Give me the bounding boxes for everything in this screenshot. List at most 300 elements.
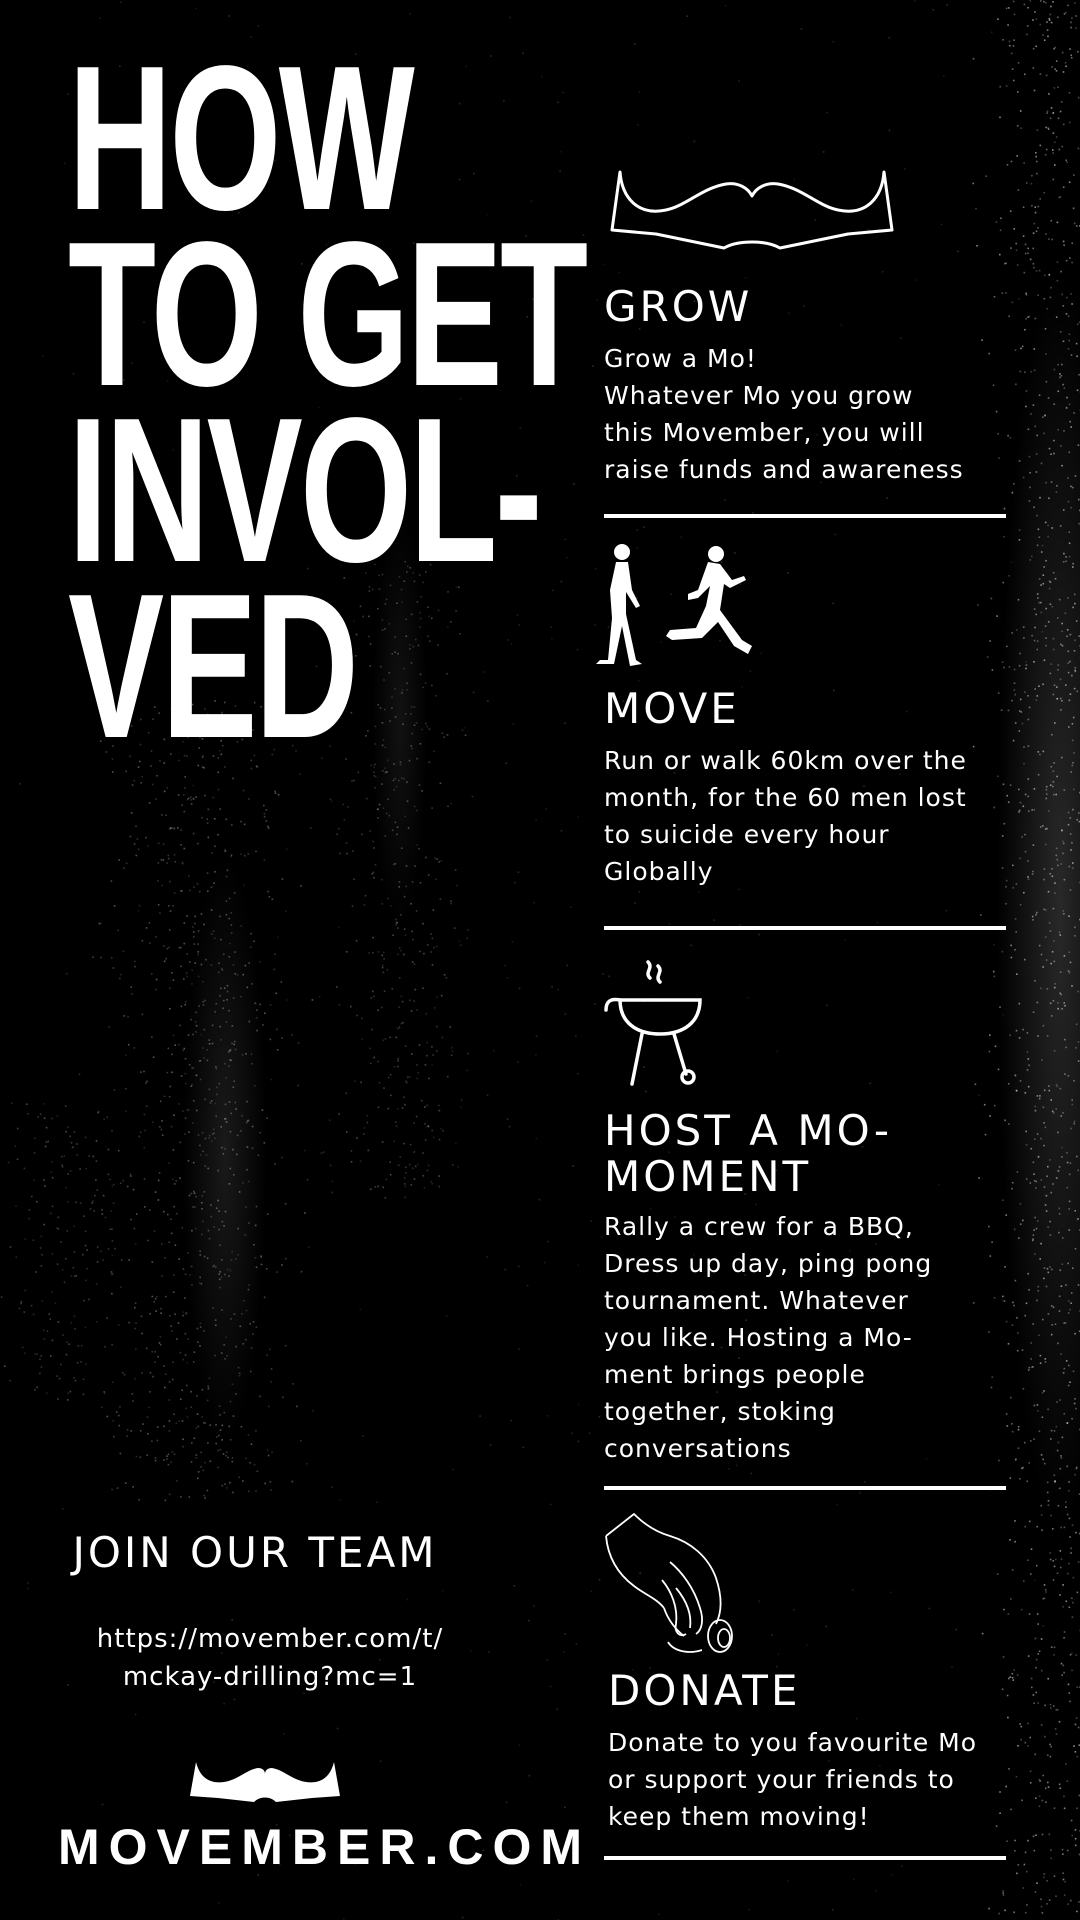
grain-dot [1070,486,1072,488]
grain-dot [185,1001,187,1003]
grain-dot [28,1588,30,1590]
grain-dot [430,951,432,953]
grain-dot [758,934,760,936]
grain-dot [171,1072,173,1074]
grain-dot [1070,817,1072,819]
grain-dot [1039,1431,1041,1433]
grain-dot [251,1347,253,1349]
grain-dot [1022,1220,1024,1222]
grain-dot [194,1193,196,1195]
grain-dot [1018,1237,1020,1239]
grain-dot [214,871,216,873]
grain-dot [1026,1481,1028,1483]
grain-dot [223,1153,225,1155]
grain-dot [1074,640,1076,642]
grain-dot [268,1406,270,1408]
grain-dot [1057,261,1059,263]
headline-line-1: HOW [68,23,413,253]
grain-dot [1072,487,1074,489]
grain-dot [1059,1213,1061,1215]
grain-dot [395,822,397,824]
grain-dot [134,1228,136,1230]
grain-dot [1017,264,1019,266]
grain-dot [1033,1836,1035,1838]
grain-dot [188,1109,190,1111]
grain-dot [194,916,196,918]
grain-dot [1047,1678,1049,1680]
grain-dot [423,953,425,955]
grain-dot [1017,1745,1019,1747]
grain-dot [1025,318,1027,320]
grain-dot [439,1110,441,1112]
section-move [604,686,1004,890]
grain-dot [172,905,174,907]
grain-dot [1035,1110,1037,1112]
grain-dot [264,859,266,861]
grain-dot [1029,1367,1031,1369]
grain-dot [1054,961,1056,963]
grain-dot [1042,631,1044,633]
grain-dot [1023,763,1025,765]
grain-dot [161,1129,163,1131]
grain-dot [596,300,598,302]
section-move-title: MOVE [604,684,740,733]
grain-dot [1050,1099,1052,1101]
grain-dot [92,1200,94,1202]
grain-dot [1006,795,1008,797]
grain-dot [421,790,423,792]
grain-dot [431,807,433,809]
grain-dot [360,1160,362,1162]
grain-dot [1017,1350,1019,1352]
grain-dot [130,836,132,838]
grain-dot [989,1034,991,1036]
grain-dot [140,1430,142,1432]
grain-dot [1062,1237,1064,1239]
grain-dot [262,1109,264,1111]
grain-dot [989,1051,991,1053]
grain-dot [33,1240,35,1242]
grain-dot [975,208,977,210]
grain-dot [65,1105,67,1107]
grain-dot [268,828,270,830]
grain-dot [1036,1526,1038,1528]
grain-dot [1037,1623,1039,1625]
grain-dot [347,806,349,808]
grain-dot [1018,189,1020,191]
grain-dot [1072,607,1074,609]
grain-dot [243,1300,245,1302]
grain-dot [378,1107,380,1109]
grain-dot [1036,18,1038,20]
grain-dot [406,781,408,783]
grain-dot [230,1060,232,1062]
grain-dot [1047,536,1049,538]
grain-dot [8,1162,10,1164]
grain-dot [166,1458,168,1460]
grain-dot [403,954,405,956]
grain-dot [1043,1122,1045,1124]
grain-dot [1044,1705,1046,1707]
grain-dot [73,1377,75,1379]
grain-dot [204,795,206,797]
grain-dot [1013,80,1015,82]
grain-dot [404,1183,406,1185]
grain-dot [245,1339,247,1341]
grain-dot [1043,1145,1045,1147]
grain-dot [231,912,233,914]
grain-dot [1045,1358,1047,1360]
grain-dot [451,1054,453,1056]
grain-dot [1065,62,1067,64]
grain-dot [191,969,193,971]
grain-dot [439,861,441,863]
grain-dot [274,969,276,971]
grain-dot [1046,1176,1048,1178]
grain-dot [1011,562,1013,564]
grain-dot [1028,1086,1030,1088]
grain-dot [1045,560,1047,562]
grain-dot [1053,649,1055,651]
grain-dot [297,1085,299,1087]
grain-dot [1077,691,1079,693]
grain-dot [565,1014,567,1016]
divider [604,514,1006,518]
grain-dot [127,1186,129,1188]
grain-dot [929,1608,931,1610]
grain-dot [174,892,176,894]
grain-dot [191,803,193,805]
grain-dot [1038,1290,1040,1292]
grain-dot [1037,695,1039,697]
grain-dot [392,988,394,990]
grain-dot [46,1127,48,1129]
grain-dot [225,851,227,853]
grain-dot [34,1353,36,1355]
grain-dot [259,961,261,963]
grain-dot [395,924,397,926]
grain-dot [50,1318,52,1320]
grain-dot [1033,232,1035,234]
grain-dot [118,1324,120,1326]
grain-dot [1051,1334,1053,1336]
grain-dot [301,1271,303,1273]
grain-dot [398,780,400,782]
grain-dot [189,890,191,892]
grain-dot [174,854,176,856]
grain-dot [212,1307,214,1309]
grain-dot [216,1087,218,1089]
grain-dot [1068,726,1070,728]
grain-dot [599,1416,601,1418]
grain-dot [1060,445,1062,447]
grain-dot [1011,700,1013,702]
grain-dot [292,1481,294,1483]
grain-dot [135,1243,137,1245]
grain-dot [1073,1577,1075,1579]
grain-dot [276,993,278,995]
grain-dot [1075,667,1077,669]
grain-dot [215,1066,217,1068]
grain-dot [152,1296,154,1298]
grain-dot [219,995,221,997]
grain-dot [196,1427,198,1429]
grain-dot [1067,477,1069,479]
grain-dot [507,977,509,979]
grain-dot [1027,1840,1029,1842]
grain-dot [1068,1563,1070,1565]
grain-dot [946,910,948,912]
grain-dot [1025,406,1027,408]
grain-dot [149,1391,151,1393]
grain-dot [1066,1601,1068,1603]
grain-dot [1067,1780,1069,1782]
grain-dot [171,1330,173,1332]
grain-dot [226,1355,228,1357]
grain-dot [1054,1050,1056,1052]
grain-dot [339,1004,341,1006]
grain-dot [1025,1742,1027,1744]
grain-dot [1056,316,1058,318]
team-link[interactable]: https://movember.com/t/ mckay-drilling?mc=1 [96,1624,444,1692]
grain-dot [215,1266,217,1268]
grain-dot [1057,617,1059,619]
grain-dot [1046,828,1048,830]
grain-dot [1063,305,1065,307]
grain-dot [358,772,360,774]
grain-dot [254,1002,256,1004]
grain-dot [173,1291,175,1293]
grain-dot [281,1037,283,1039]
grain-dot [1059,1296,1061,1298]
grain-dot [1049,19,1051,21]
grain-dot [308,1247,310,1249]
grain-dot [228,1051,230,1053]
grain-dot [222,1485,224,1487]
grain-dot [1053,1112,1055,1114]
grain-dot [1030,1782,1032,1784]
grain-dot [1037,545,1039,547]
grain-dot [233,1174,235,1176]
grain-dot [1068,348,1070,350]
grain-dot [409,1164,411,1166]
grain-dot [135,826,137,828]
grain-dot [1047,988,1049,990]
grain-dot [1048,238,1050,240]
grain-dot [1009,41,1011,43]
grain-dot [1031,1366,1033,1368]
grain-dot [1047,525,1049,527]
grain-dot [1061,994,1063,996]
grain-dot [431,933,433,935]
grain-dot [1057,1343,1059,1345]
grain-dot [373,872,375,874]
grain-dot [163,844,165,846]
grain-dot [210,1424,212,1426]
grain-dot [219,1279,221,1281]
grain-dot [980,914,982,916]
grain-dot [1070,1302,1072,1304]
grain-dot [506,1801,508,1803]
grain-dot [1060,863,1062,865]
grain-dot [1014,14,1016,16]
grain-dot [416,1116,418,1118]
grain-dot [432,964,434,966]
grain-dot [119,1406,121,1408]
grain-dot [1069,543,1071,545]
grain-dot [193,1206,195,1208]
grain-dot [1035,1187,1037,1189]
grain-dot [1062,1849,1064,1851]
grain-dot [1057,865,1059,867]
grain-dot [806,1644,808,1646]
grain-dot [375,864,377,866]
grain-dot [1045,645,1047,647]
grain-dot [253,941,255,943]
grain-dot [227,1457,229,1459]
grain-dot [230,1131,232,1133]
grain-dot [431,1130,433,1132]
grain-dot [1037,1035,1039,1037]
grain-dot [140,1132,142,1134]
grain-dot [1011,957,1013,959]
grain-dot [122,1180,124,1182]
grain-dot [435,879,437,881]
grain-dot [230,1439,232,1441]
grain-dot [395,863,397,865]
grain-dot [252,1126,254,1128]
grain-dot [285,1258,287,1260]
grain-dot [260,1132,262,1134]
grain-dot [999,1006,1001,1008]
grain-dot [852,1589,854,1591]
grain-dot [200,1452,202,1454]
grain-dot [195,1228,197,1230]
grain-dot [213,797,215,799]
grain-dot [171,972,173,974]
grain-dot [232,1492,234,1494]
grain-dot [220,1449,222,1451]
grain-dot [1067,5,1069,7]
grain-dot [590,1220,592,1222]
grain-dot [1043,192,1045,194]
grain-dot [141,1316,143,1318]
grain-dot [1046,1880,1048,1882]
grain-dot [234,1313,236,1315]
grain-dot [332,1192,334,1194]
grain-dot [211,964,213,966]
grain-dot [85,1137,87,1139]
grain-dot [41,1236,43,1238]
grain-dot [984,1104,986,1106]
grain-dot [1048,1272,1050,1274]
grain-dot [1019,529,1021,531]
grain-dot [401,847,403,849]
grain-dot [1004,263,1006,265]
section-donate-title: DONATE [608,1666,801,1715]
grain-dot [1025,1852,1027,1854]
grain-dot [1063,1372,1065,1374]
grain-dot [134,1307,136,1309]
grain-dot [1024,372,1026,374]
grain-dot [514,882,516,884]
grain-dot [194,1438,196,1440]
grain-dot [155,936,157,938]
grain-dot [128,1044,130,1046]
grain-dot [173,1149,175,1151]
grain-dot [1049,1552,1051,1554]
grain-dot [198,1005,200,1007]
grain-dot [1025,851,1027,853]
grain-dot [738,80,740,82]
grain-dot [165,1296,167,1298]
grain-dot [1040,73,1042,75]
grain-dot [242,1343,244,1345]
grain-dot [669,923,671,925]
grain-dot [836,1504,838,1506]
grain-dot [1021,1800,1023,1802]
grain-dot [207,1442,209,1444]
grain-dot [1071,1653,1073,1655]
grain-dot [1028,745,1030,747]
grain-dot [221,1259,223,1261]
grain-dot [99,17,101,19]
grain-dot [1034,223,1036,225]
grain-dot [404,1177,406,1179]
grain-dot [1029,487,1031,489]
grain-dot [418,1072,420,1074]
grain-dot [1071,1418,1073,1420]
grain-dot [199,1277,201,1279]
grain-dot [202,1221,204,1223]
grain-dot [1074,1474,1076,1476]
grain-dot [1034,1180,1036,1182]
grain-dot [1022,1467,1024,1469]
grain-dot [153,1056,155,1058]
grain-dot [330,1165,332,1167]
grain-dot [1016,155,1018,157]
grain-dot [973,183,975,185]
grain-dot [1075,1047,1077,1049]
mustache-logo-icon [188,1760,342,1802]
grain-dot [208,1230,210,1232]
grain-dot [1038,751,1040,753]
grain-dot [229,1050,231,1052]
grain-dot [1035,46,1037,48]
grain-dot [832,603,834,605]
grain-dot [253,1321,255,1323]
grain-dot [1037,129,1039,131]
grain-dot [181,890,183,892]
grain-dot [207,1060,209,1062]
grain-dot [168,947,170,949]
grain-dot [70,1170,72,1172]
grain-dot [1031,183,1033,185]
grain-dot [1071,675,1073,677]
grain-dot [1020,1203,1022,1205]
grain-dot [1039,270,1041,272]
grain-dot [245,1053,247,1055]
grain-dot [1008,710,1010,712]
grain-dot [191,1193,193,1195]
grain-dot [1036,1882,1038,1884]
grain-dot [1039,394,1041,396]
grain-dot [1051,734,1053,736]
grain-dot [256,1030,258,1032]
grain-dot [392,935,394,937]
grain-dot [134,843,136,845]
grain-dot [1007,164,1009,166]
